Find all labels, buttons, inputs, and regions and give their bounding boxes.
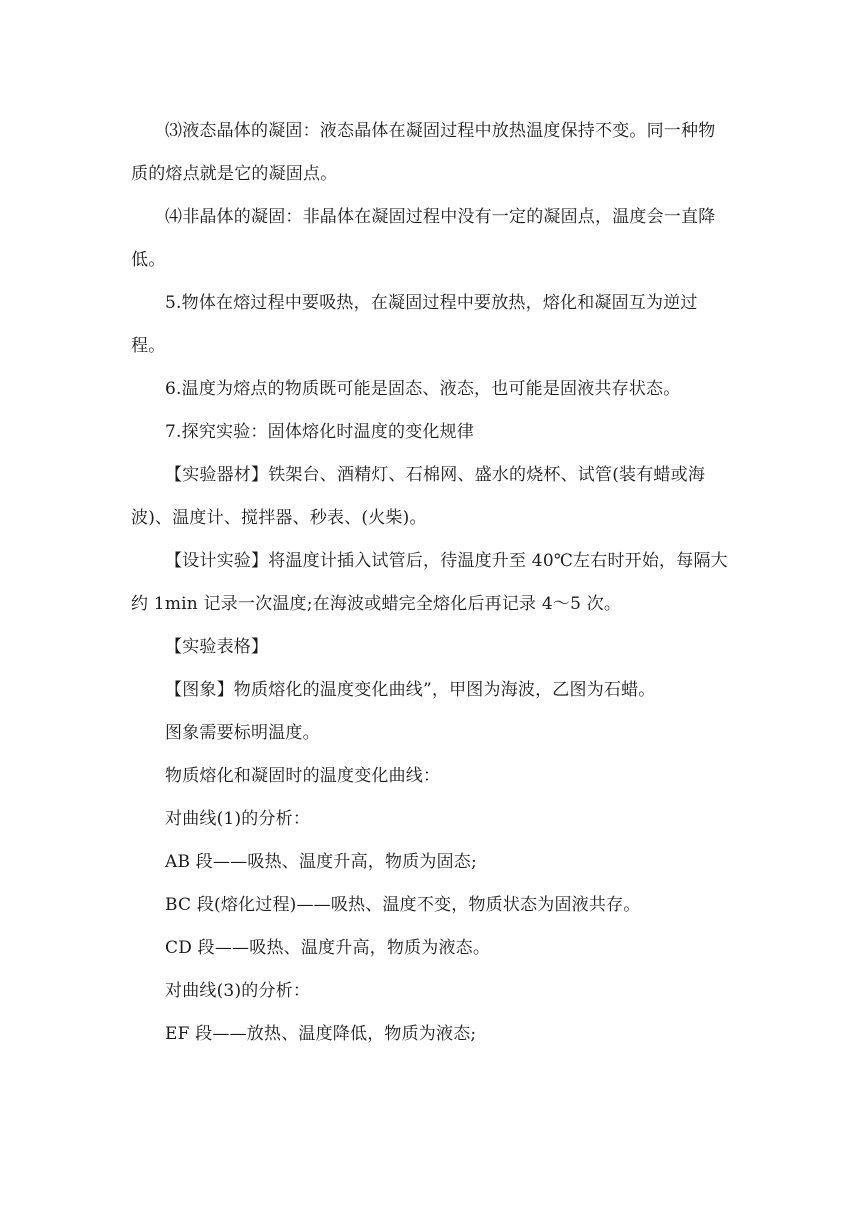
paragraph-curve-title: 物质熔化和凝固时的温度变化曲线： [165,766,441,786]
paragraph-graph: 【图象】物质熔化的温度变化曲线”，甲图为海波，乙图为石蜡。 [165,680,656,700]
paragraph-equipment: 【实验器材】铁架台、酒精灯、石棉网、盛水的烧杯、试管(装有蜡或海波)、温度计、搅拌器、秒表、(火柴)。 [131,465,706,528]
paragraph-experiment-table: 【实验表格】 [165,637,269,657]
paragraph-design-experiment: 【设计实验】将温度计插入试管后，待温度升至 40℃左右时开始，每隔大约 1min 记录一次温度;在海波或蜡完全熔化后再记录 4～5 次。 [131,551,728,614]
paragraph-ab-segment: AB 段——吸热、温度升高，物质为固态; [165,852,477,872]
paragraph-point-6: 6.温度为熔点的物质既可能是固态、液态，也可能是固液共存状态。 [165,379,681,399]
paragraph-bc-segment: BC 段(熔化过程)——吸热、温度不变，物质状态为固液共存。 [165,895,641,915]
paragraph-point-5: 5.物体在熔过程中要吸热，在凝固过程中要放热，熔化和凝固互为逆过程。 [131,293,698,356]
paragraph-amorphous-solidification: ⑷非晶体的凝固：非晶体在凝固过程中没有一定的凝固点，温度会一直降低。 [131,207,716,270]
paragraph-cd-segment: CD 段——吸热、温度升高，物质为液态。 [165,938,491,958]
paragraph-curve-3-analysis: 对曲线(3)的分析： [165,981,311,1001]
paragraph-point-7: 7.探究实验：固体熔化时温度的变化规律 [165,422,475,442]
paragraph-curve-1-analysis: 对曲线(1)的分析： [165,809,311,829]
document-body [131,110,731,1056]
paragraph-liquid-crystal-solidification: ⑶液态晶体的凝固：液态晶体在凝固过程中放热温度保持不变。同一种物质的熔点就是它的凝固点。 [131,121,716,184]
paragraph-graph-note: 图象需要标明温度。 [165,723,320,743]
paragraph-ef-segment: EF 段——放热、温度降低，物质为液态; [165,1024,477,1044]
